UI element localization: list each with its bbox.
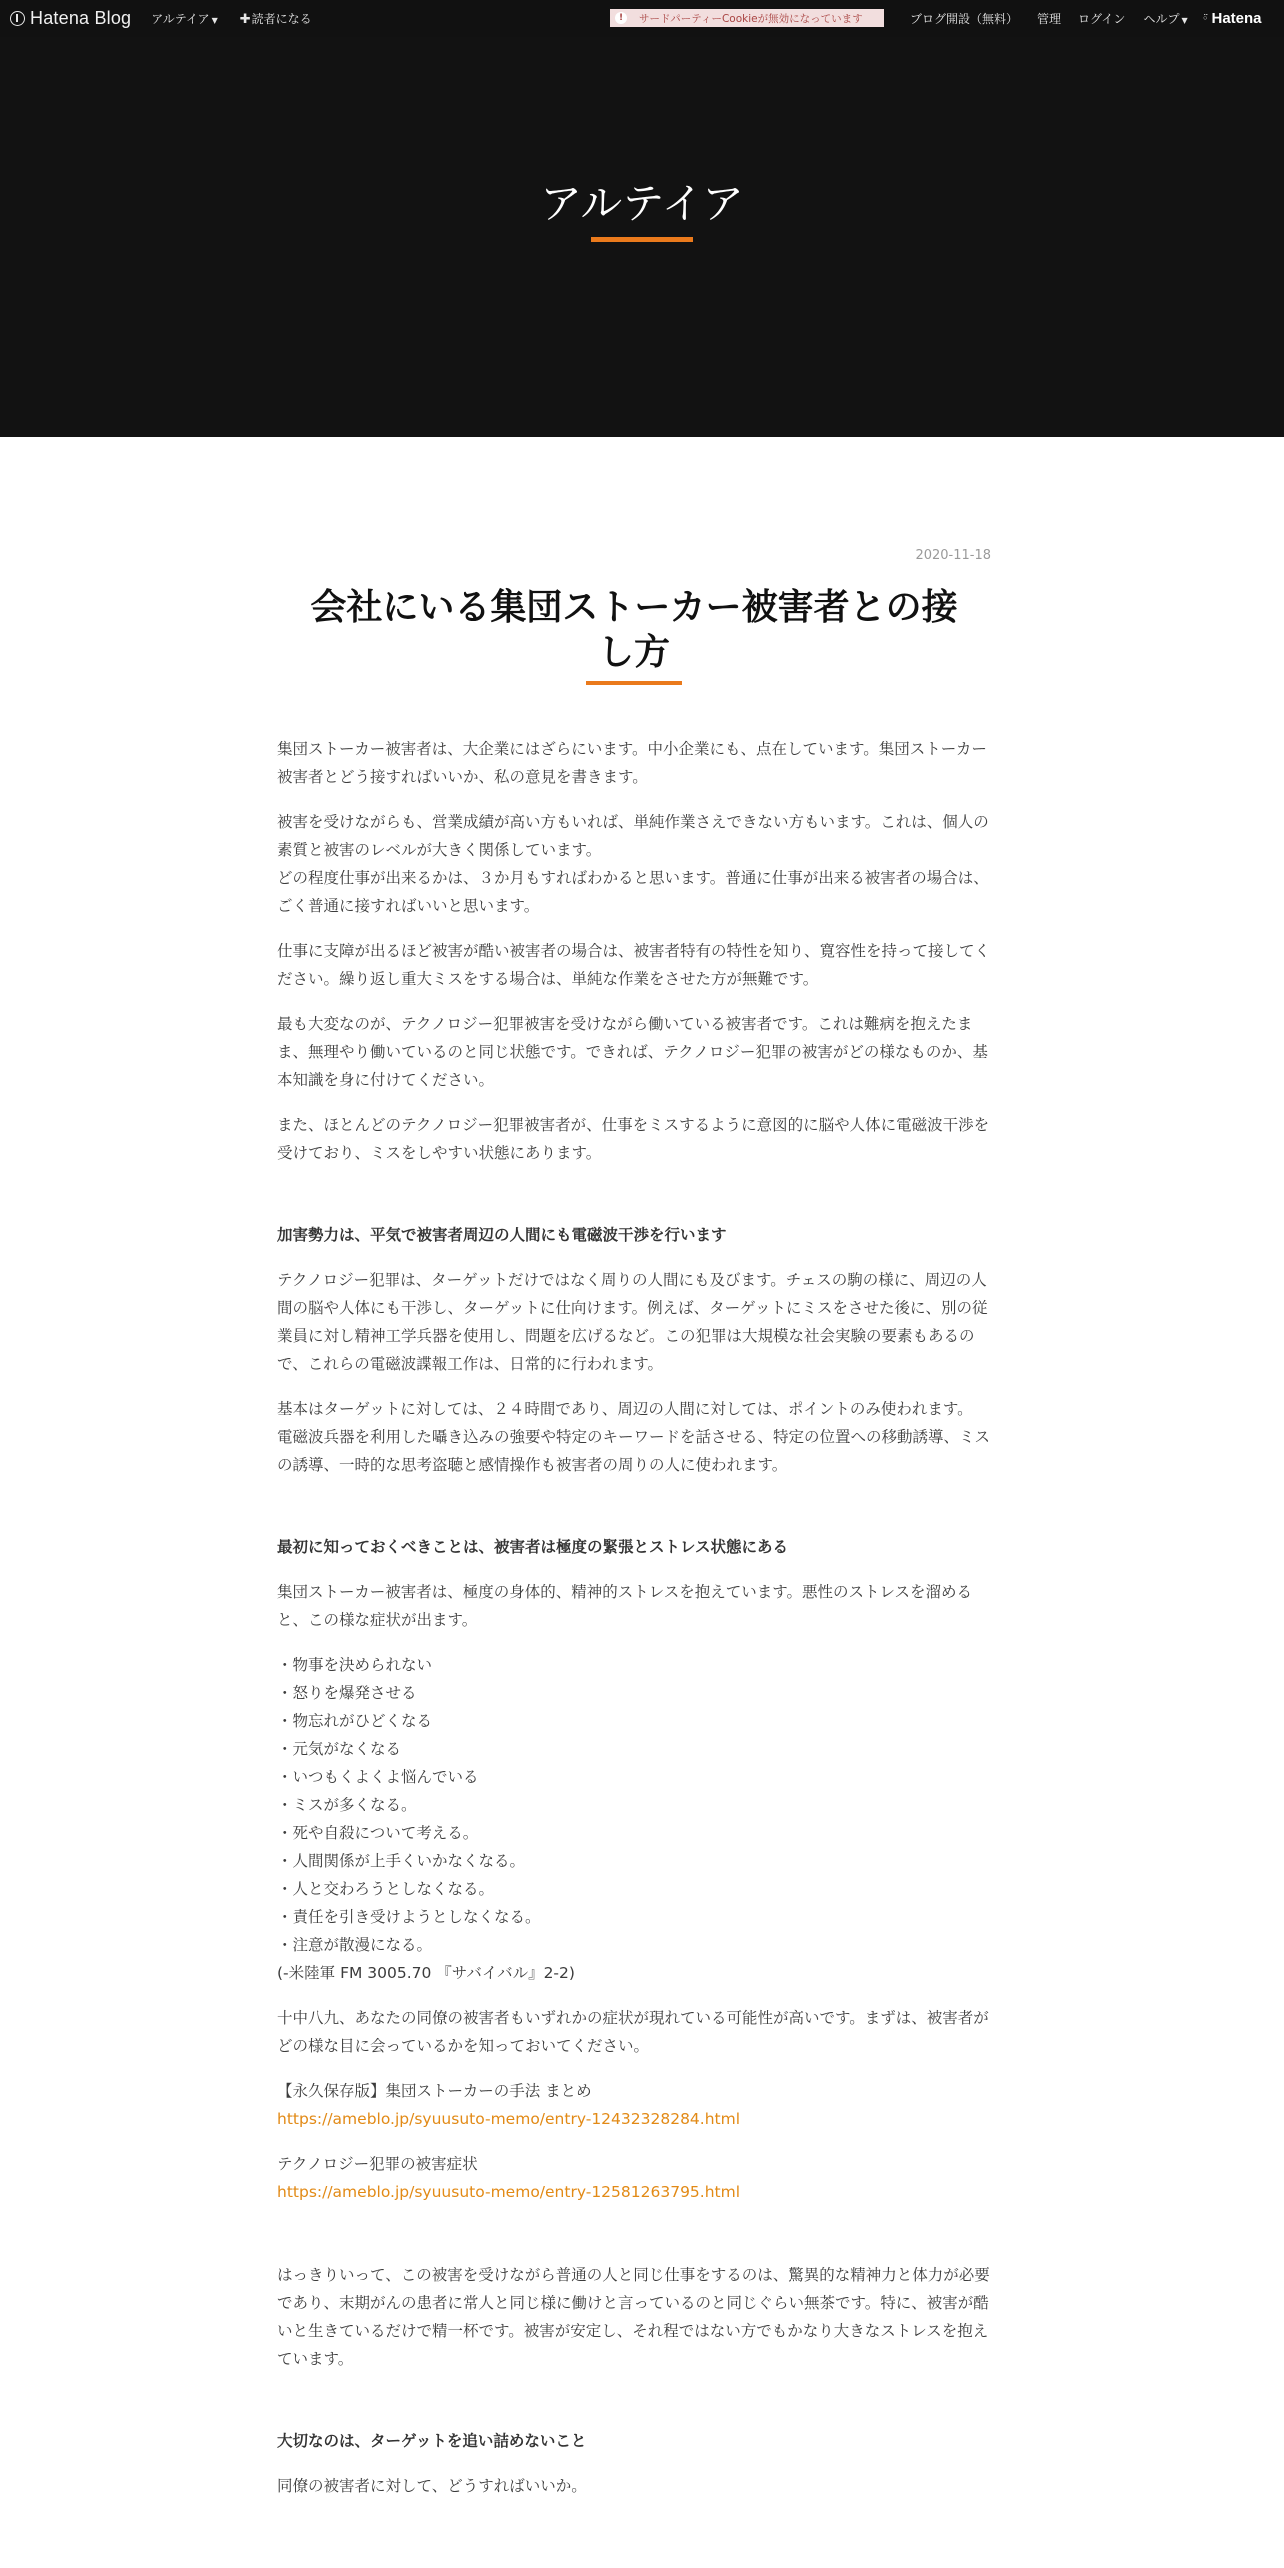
- list-item: ・人と交わろうとしなくなる。: [277, 1880, 495, 1898]
- third-party-cookie-notice[interactable]: [610, 9, 884, 27]
- spacer: [277, 2223, 991, 2261]
- section-heading: 加害勢力は、平気で被害者周辺の人間にも電磁波干渉を行います: [277, 1226, 727, 1244]
- symptom-list: [277, 1651, 991, 1987]
- entry-body: [277, 735, 991, 2500]
- list-item: ・注意が散漫になる。: [277, 1936, 433, 1954]
- paragraph: また、ほとんどのテクノロジー犯罪被害者が、仕事をミスするように意図的に脳や人体に電磁波干渉を受けており、ミスをしやすい状態にあります。: [277, 1116, 990, 1162]
- hatena-mark-icon: ◦̈: [1202, 12, 1209, 25]
- ameblo-link[interactable]: https://ameblo.jp/syuusuto-memo/entry-12432328284.html: [277, 2110, 741, 2128]
- ameblo-link[interactable]: https://ameblo.jp/syuusuto-memo/entry-12581263795.html: [277, 2183, 741, 2201]
- list-item: ・ミスが多くなる。: [277, 1796, 417, 1814]
- plus-icon: ✚: [239, 12, 251, 27]
- list-item: ・死や自殺について考える。: [277, 1824, 479, 1842]
- citation: (-米陸軍 FM 3005.70 『サバイバル』2-2): [277, 1964, 575, 1982]
- link-block: [277, 2150, 991, 2206]
- help-label: ヘルプ: [1143, 12, 1180, 26]
- global-header: [0, 0, 1284, 37]
- link-label: テクノロジー犯罪の被害症状: [277, 2155, 478, 2173]
- login-link[interactable]: ログイン: [1078, 12, 1126, 26]
- help-dropdown[interactable]: [1143, 10, 1187, 27]
- manage-link[interactable]: 管理: [1037, 12, 1062, 26]
- entry-title-underline: [586, 681, 682, 685]
- list-item: ・いつもくよくよ悩んでいる: [277, 1768, 479, 1786]
- entry-title-line1: 会社にいる集団ストーカー被害者との接: [310, 587, 958, 628]
- exclamation-icon: !: [615, 12, 627, 24]
- entry-title-line2: し方: [597, 632, 670, 673]
- paragraph: [277, 1395, 991, 1479]
- link-label: 【永久保存版】集団ストーカーの手法 まとめ: [277, 2082, 592, 2100]
- hatena-blog-logo-icon: [10, 11, 25, 26]
- cookie-notice-text: サードパーティーCookieが無効になっています: [639, 12, 863, 25]
- subscribe-button[interactable]: [240, 10, 312, 27]
- list-item: ・物事を決められない: [277, 1656, 433, 1674]
- paragraph: テクノロジー犯罪は、ターゲットだけではなく周りの人間にも及びます。チェスの駒の様に、周辺の人間の脳や人体にも干渉し、ターゲットに仕向けます。例えば、ターゲットにミスをさせた後に、別の従業員に対し精神工学兵器を使用し、問題を広げるなど。この犯罪は大規模な社会実験の要素もあるので、これらの電磁波諜報工作は、日常的に行われます。: [277, 1271, 988, 1373]
- paragraph-line: 被害を受けながらも、営業成績が高い方もいれば、単純作業さえできない方もいます。これは、個人の素質と被害のレベルが大きく関係しています。: [277, 813, 989, 859]
- paragraph: 集団ストーカー被害者は、大企業にはざらにいます。中小企業にも、点在しています。集団ストーカー被害者とどう接すればいいか、私の意見を書きます。: [277, 740, 987, 786]
- paragraph: [277, 808, 991, 920]
- entry-article: [277, 545, 991, 2517]
- chevron-down-icon: ▼: [211, 16, 218, 25]
- start-blog-link[interactable]: ブログ開設（無料）: [910, 12, 1019, 26]
- paragraph: 同僚の被害者に対して、どうすればいいか。: [277, 2477, 587, 2495]
- entry-date[interactable]: 2020-11-18: [915, 548, 991, 563]
- blog-title[interactable]: アルテイア: [539, 179, 745, 228]
- paragraph: はっきりいって、この被害を受けながら普通の人と同じ仕事をするのは、驚異的な精神力と体力が必要であり、末期がんの患者に常人と同じ様に働けと言っているのと同じぐらい無茶です。特に、被害が酷いと生きているだけで精一杯です。被害が安定し、それ程ではない方でもかなり大きなストレスを抱えています。: [277, 2266, 990, 2368]
- entry-title[interactable]: [277, 585, 991, 675]
- user-nav: [910, 0, 1188, 37]
- blog-menu-dropdown[interactable]: [151, 10, 217, 27]
- paragraph: 最も大変なのが、テクノロジー犯罪被害を受けながら働いている被害者です。これは難病を抱えたまま、無理やり働いているのと同じ状態です。できれば、テクノロジー犯罪の被害がどの様なものか、基本知識を身に付けてください。: [277, 1015, 988, 1089]
- paragraph: 仕事に支障が出るほど被害が酷い被害者の場合は、被害者特有の特性を知り、寛容性を持って接してください。繰り返し重大ミスをする場合は、単純な作業をさせた方が無難です。: [277, 942, 991, 988]
- blog-header: [0, 37, 1284, 437]
- paragraph-line: 基本はターゲットに対しては、２４時間であり、周辺の人間に対しては、ポイントのみ使われます。: [277, 1400, 973, 1418]
- hatena-logo-text: Hatena: [1211, 10, 1262, 27]
- blog-title-underline: [591, 237, 693, 242]
- section-heading: 最初に知っておくべきことは、被害者は極度の緊張とストレス状態にある: [277, 1538, 789, 1556]
- list-item: ・元気がなくなる: [277, 1740, 402, 1758]
- blog-menu-label: アルテイア: [151, 12, 210, 26]
- subscribe-label: 読者になる: [251, 12, 312, 26]
- hatena-blog-logo[interactable]: [10, 8, 131, 29]
- list-item: ・怒りを爆発させる: [277, 1684, 417, 1702]
- hatena-logo[interactable]: [1202, 0, 1262, 37]
- section-heading: 大切なのは、ターゲットを追い詰めないこと: [277, 2432, 587, 2450]
- logo-text: Hatena Blog: [30, 8, 132, 28]
- list-item: ・物忘れがひどくなる: [277, 1712, 433, 1730]
- paragraph-line: どの程度仕事が出来るかは、３か月もすればわかると思います。普通に仕事が出来る被害者の場合は、ごく普通に接すればいいと思います。: [277, 869, 989, 915]
- paragraph-line: 電磁波兵器を利用した囁き込みの強要や特定のキーワードを話させる、特定の位置への移動誘導、ミスの誘導、一時的な思考盗聴と感情操作も被害者の周りの人に使われます。: [277, 1428, 991, 1474]
- list-item: ・責任を引き受けようとしなくなる。: [277, 1908, 541, 1926]
- paragraph: 十中八九、あなたの同僚の被害者もいずれかの症状が現れている可能性が高いです。まずは、被害者がどの様な目に会っているかを知っておいてください。: [277, 2009, 989, 2055]
- chevron-down-icon: ▼: [1181, 16, 1188, 25]
- link-block: [277, 2077, 991, 2133]
- paragraph: 集団ストーカー被害者は、極度の身体的、精神的ストレスを抱えています。悪性のストレスを溜めると、この様な症状が出ます。: [277, 1583, 973, 1629]
- list-item: ・人間関係が上手くいかなくなる。: [277, 1852, 526, 1870]
